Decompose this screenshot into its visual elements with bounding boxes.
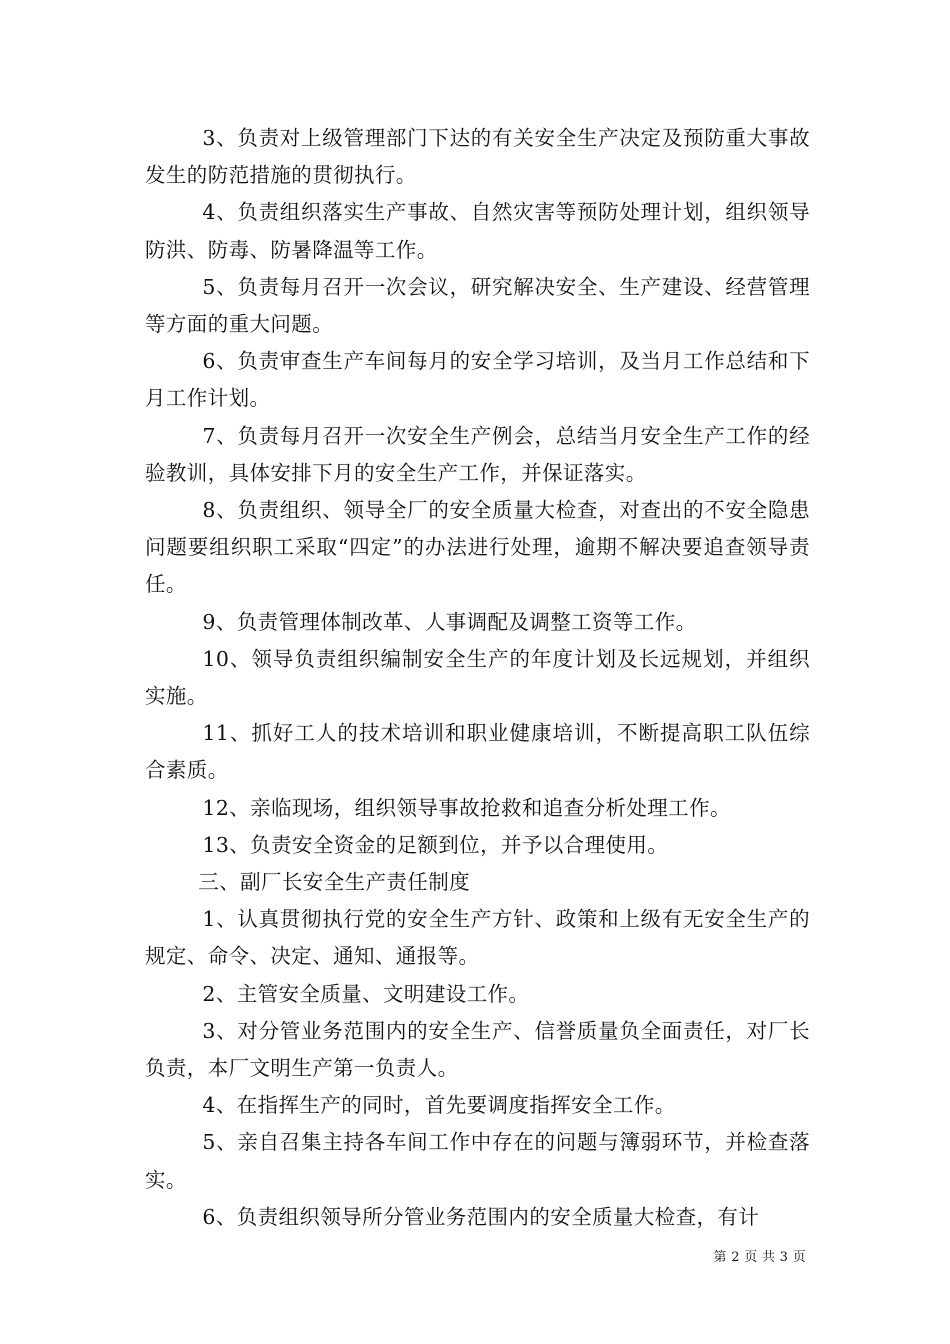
paragraph: 6、负责审查生产车间每月的安全学习培训，及当月工作总结和下月工作计划。 — [145, 349, 810, 411]
paragraph: 5、亲自召集主持各车间工作中存在的问题与簿弱环节，并检查落实。 — [145, 1130, 810, 1192]
paragraph: 3、负责对上级管理部门下达的有关安全生产决定及预防重大事故发生的防范措施的贯彻执行。 — [145, 126, 810, 188]
paragraph: 9、负责管理体制改革、人事调配及调整工资等工作。 — [202, 609, 697, 634]
paragraph: 5、负责每月召开一次会议，研究解决安全、生产建设、经营管理等方面的重大问题。 — [145, 274, 810, 337]
paragraph: 3、对分管业务范围内的安全生产、信誉质量负全面责任，对厂长负责，本厂文明生产第一负责人。 — [145, 1018, 810, 1081]
paragraph: 6、负责组织领导所分管业务范围内的安全质量大检查，有计 — [202, 1204, 760, 1229]
page-number: 第 2 页 共 3 页 — [713, 1250, 806, 1265]
paragraph: 1、认真贯彻执行党的安全生产方针、政策和上级有无安全生产的规定、命令、决定、通知、通报等。 — [145, 907, 810, 969]
section-heading: 三、副厂长安全生产责任制度 — [198, 870, 470, 895]
paragraph: 12、亲临现场，组织领导事故抢救和追查分析处理工作。 — [202, 795, 731, 820]
document-body — [145, 120, 810, 1236]
paragraph: 10、领导负责组织编制安全生产的年度计划及长远规划，并组织实施。 — [145, 646, 810, 709]
paragraph: 2、主管安全质量、文明建设工作。 — [202, 981, 530, 1006]
paragraph: 13、负责安全资金的足额到位，并予以合理使用。 — [202, 832, 669, 857]
paragraph: 4、负责组织落实生产事故、自然灾害等预防处理计划，组织领导防洪、防毒、防暑降温等工作。 — [145, 200, 810, 262]
paragraph: 8、负责组织、领导全厂的安全质量大检查，对查出的不安全隐患问题要组织职工采取“四定”的办法进行处理，逾期不解决要追查领导责任。 — [145, 498, 810, 597]
paragraph: 7、负责每月召开一次安全生产例会，总结当月安全生产工作的经验教训，具体安排下月的安全生产工作，并保证落实。 — [145, 423, 810, 485]
paragraph: 11、抓好工人的技术培训和职业健康培训，不断提高职工队伍综合素质。 — [145, 721, 810, 783]
paragraph: 4、在指挥生产的同时，首先要调度指挥安全工作。 — [202, 1093, 676, 1118]
